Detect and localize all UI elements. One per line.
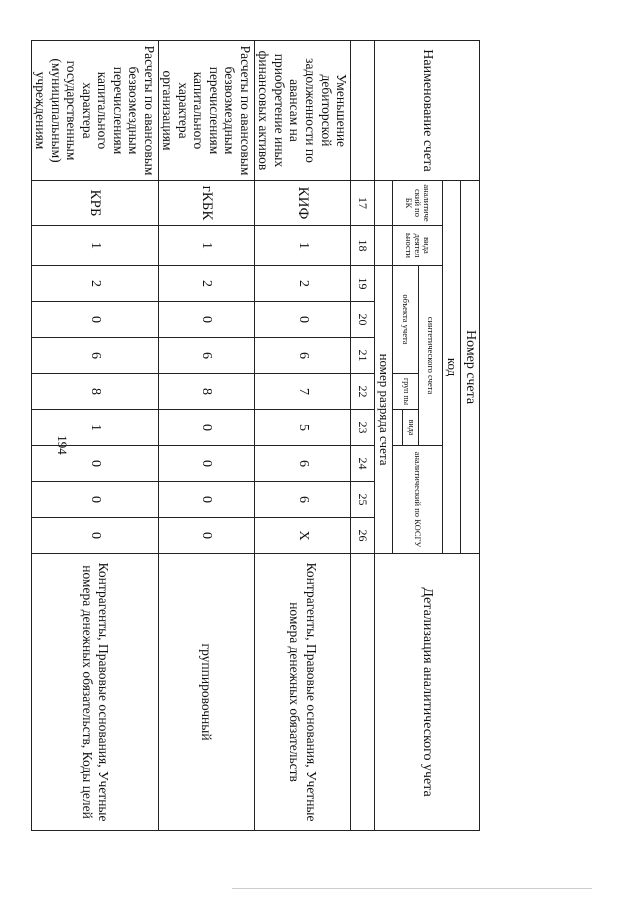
value-cell: 0 <box>158 302 254 338</box>
page-number: 194 <box>55 435 70 455</box>
value-cell: 1 <box>31 410 158 446</box>
digit-row-spacer <box>351 41 375 181</box>
header-account-name: Наименование счета <box>375 41 480 181</box>
value-cell: 0 <box>254 302 350 338</box>
value-cell: 6 <box>158 338 254 374</box>
value-cell: 6 <box>254 482 350 518</box>
value-cell: 0 <box>158 518 254 554</box>
bk-code-cell: КРБ <box>31 181 158 226</box>
digit-cell: 17 <box>351 181 375 226</box>
value-cell: 2 <box>254 266 350 302</box>
digit-cell: 25 <box>351 482 375 518</box>
detail-cell: группировочный <box>158 554 254 831</box>
digit-cell: 18 <box>351 226 375 266</box>
value-cell: 5 <box>254 410 350 446</box>
value-cell: 0 <box>31 482 158 518</box>
header-digit-number: номер разряда счета <box>375 266 393 554</box>
page-edge-line <box>232 888 592 889</box>
value-cell: 6 <box>254 338 350 374</box>
digit-cell: 22 <box>351 374 375 410</box>
value-cell: 2 <box>158 266 254 302</box>
account-name-cell: Расчеты по авансовым безвозмездным перечислениям капитального характера организациям <box>158 41 254 181</box>
header-analytic-detail: Детализация аналитического учета <box>375 554 480 831</box>
table-row <box>254 41 350 831</box>
digit-cell: 23 <box>351 410 375 446</box>
value-cell: 0 <box>158 410 254 446</box>
value-cell: 0 <box>158 482 254 518</box>
value-cell: 1 <box>254 226 350 266</box>
value-cell: 8 <box>158 374 254 410</box>
header-analytic-bk: аналитиче ский по БК <box>392 181 442 226</box>
account-name-cell: Расчеты по авансовым безвозмездным перечислениям капитального характера государственным (муниципальным) учреждениям <box>31 41 158 181</box>
value-cell: 2 <box>31 266 158 302</box>
value-cell: 7 <box>254 374 350 410</box>
header-account-object: объекта учета <box>392 266 418 374</box>
bk-code-cell: КИФ <box>254 181 350 226</box>
value-cell: X <box>254 518 350 554</box>
header-kind: вида <box>402 410 418 446</box>
header-analytic-kosgu: аналитический по КОСГУ <box>392 446 442 554</box>
header-kind-spacer <box>392 410 402 446</box>
table-row <box>31 41 158 831</box>
chart-of-accounts-table <box>31 40 480 831</box>
table-row <box>158 41 254 831</box>
digit-cell: 26 <box>351 518 375 554</box>
header-digit-spacer <box>375 181 393 226</box>
header-code: код <box>442 181 460 554</box>
value-cell: 0 <box>31 446 158 482</box>
value-cell: 6 <box>254 446 350 482</box>
digit-row-spacer <box>351 554 375 831</box>
value-cell: 1 <box>31 226 158 266</box>
digit-cell: 24 <box>351 446 375 482</box>
value-cell: 0 <box>31 518 158 554</box>
value-cell: 8 <box>31 374 158 410</box>
digit-cell: 21 <box>351 338 375 374</box>
detail-cell: Контрагенты, Правовые основания, Учетные номера денежных обязательств <box>254 554 350 831</box>
digit-cell: 19 <box>351 266 375 302</box>
bk-code-cell: гКБК <box>158 181 254 226</box>
value-cell: 0 <box>158 446 254 482</box>
header-activity-type: вида деятел ьности <box>392 226 442 266</box>
value-cell: 0 <box>31 302 158 338</box>
header-account-number: Номер счета <box>460 181 479 554</box>
value-cell: 1 <box>158 226 254 266</box>
value-cell: 6 <box>31 338 158 374</box>
header-synthetic-account: синтетического счета <box>418 266 442 446</box>
detail-cell: Контрагенты, Правовые основания, Учетные номера денежных обязательств, Коды целей <box>31 554 158 831</box>
header-digit-spacer <box>375 226 393 266</box>
digit-cell: 20 <box>351 302 375 338</box>
account-name-cell: Уменьшение дебиторской задолженности по авансам на приобретение иных финансовых активов <box>254 41 350 181</box>
header-group: груп пы <box>392 374 418 410</box>
